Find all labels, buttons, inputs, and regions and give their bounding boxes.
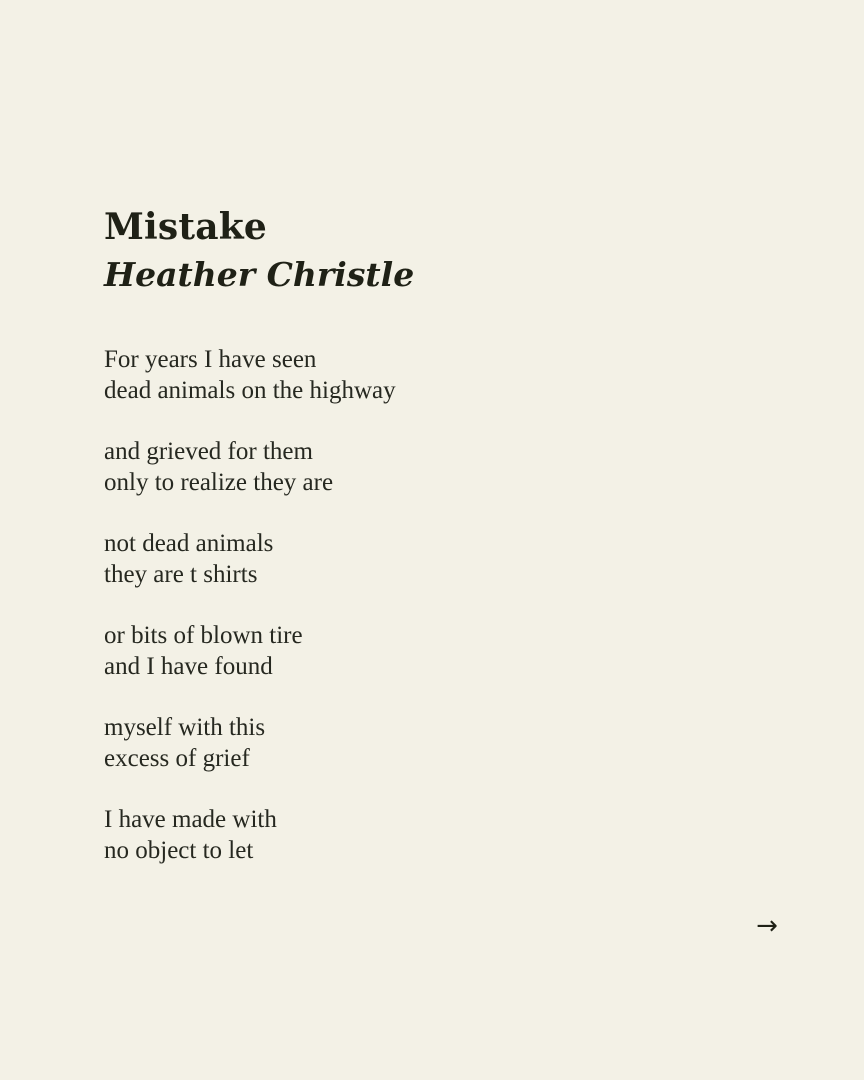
poem-author: Heather Christle bbox=[104, 255, 415, 294]
stanza bbox=[104, 712, 744, 774]
poem-line: For years I have seen bbox=[104, 346, 317, 373]
poem-line: I have made with bbox=[104, 806, 277, 833]
stanza bbox=[104, 528, 744, 590]
next-button[interactable] bbox=[750, 908, 784, 944]
poem-line: no object to let bbox=[104, 837, 254, 864]
poem-line: not dead animals bbox=[104, 530, 274, 557]
arrow-right-icon: → bbox=[756, 911, 778, 941]
stanza bbox=[104, 804, 744, 866]
stanza bbox=[104, 620, 744, 682]
poem-title: Mistake bbox=[104, 206, 267, 248]
poem-line: dead animals on the highway bbox=[104, 377, 396, 404]
poem-line: and grieved for them bbox=[104, 438, 313, 465]
stanza bbox=[104, 436, 744, 498]
poem-card bbox=[104, 205, 744, 896]
poem-line: excess of grief bbox=[104, 745, 250, 772]
poem-line: and I have found bbox=[104, 653, 273, 680]
stanza bbox=[104, 344, 744, 406]
poem-line: they are t shirts bbox=[104, 561, 258, 588]
poem-line: myself with this bbox=[104, 714, 266, 741]
poem-line: only to realize they are bbox=[104, 469, 334, 496]
poem-body bbox=[104, 344, 744, 866]
poem-line: or bits of blown tire bbox=[104, 622, 303, 649]
